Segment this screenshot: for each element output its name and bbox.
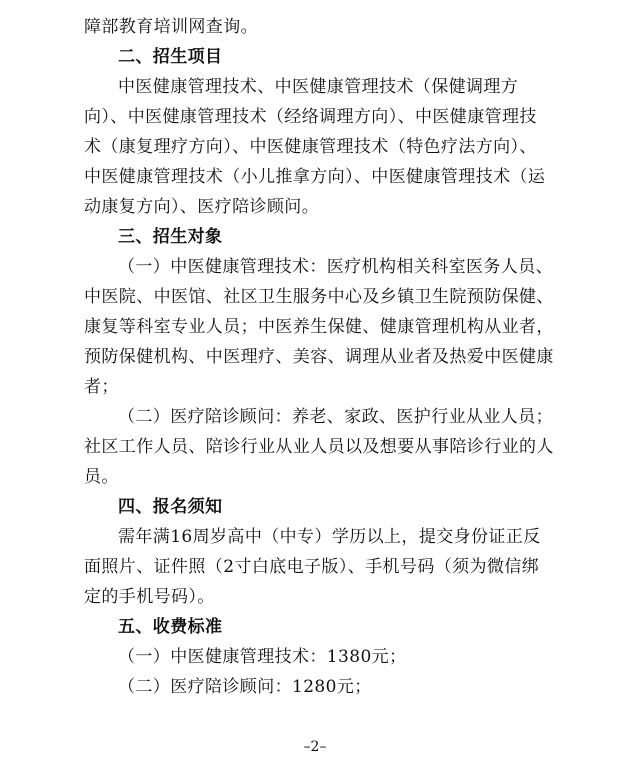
paragraph-line: 定的手机号码）。 [84, 587, 215, 607]
fee-item: （二）医疗陪诊顾问：1280元； [118, 677, 372, 697]
paragraph-line: 康复等科室专业人员；中医养生保健、健康管理机构从业者， [84, 317, 554, 337]
section-heading-targets: 三、招生对象 [118, 227, 223, 247]
paragraph-line: 障部教育培训网查询。 [84, 17, 258, 37]
page-number: –2– [303, 739, 327, 755]
paragraph-line: 向）、中医健康管理技术（经络调理方向）、中医健康管理技 [84, 107, 537, 127]
paragraph-line: 预防保健机构、中医理疗、美容、调理从业者及热爱中医健康 [84, 347, 554, 367]
section-heading-projects: 二、招生项目 [118, 47, 223, 67]
paragraph-line: 需年满16周岁高中（中专）学历以上，提交身份证正反 [118, 527, 541, 547]
section-heading-registration: 四、报名须知 [118, 497, 223, 517]
fee-item: （一）中医健康管理技术：1380元； [118, 647, 407, 667]
paragraph-line: 者； [84, 377, 119, 397]
document-body [84, 12, 556, 702]
section-heading-fees: 五、收费标准 [118, 617, 223, 637]
paragraph-line: 中医健康管理技术（小儿推拿方向）、中医健康管理技术（运 [84, 167, 546, 187]
paragraph-line: 员。 [84, 467, 119, 487]
paragraph-line: 术（康复理疗方向）、中医健康管理技术（特色疗法方向）、 [84, 137, 537, 157]
paragraph-line: 动康复方向）、医疗陪诊顾问。 [84, 197, 320, 217]
paragraph-line: （二）医疗陪诊顾问：养老、家政、医护行业从业人员； [118, 407, 553, 427]
paragraph-line: 中医院、中医馆、社区卫生服务中心及乡镇卫生院预防保健、 [84, 287, 554, 307]
paragraph-line: 面照片、证件照（2寸白底电子版）、手机号码（须为微信绑 [84, 557, 540, 577]
paragraph-line: （一）中医健康管理技术：医疗机构相关科室医务人员、 [118, 257, 553, 277]
paragraph-line: 社区工作人员、陪诊行业从业人员以及想要从事陪诊行业的人 [84, 437, 554, 457]
paragraph-line: 中医健康管理技术、中医健康管理技术（保健调理方 [118, 77, 519, 97]
